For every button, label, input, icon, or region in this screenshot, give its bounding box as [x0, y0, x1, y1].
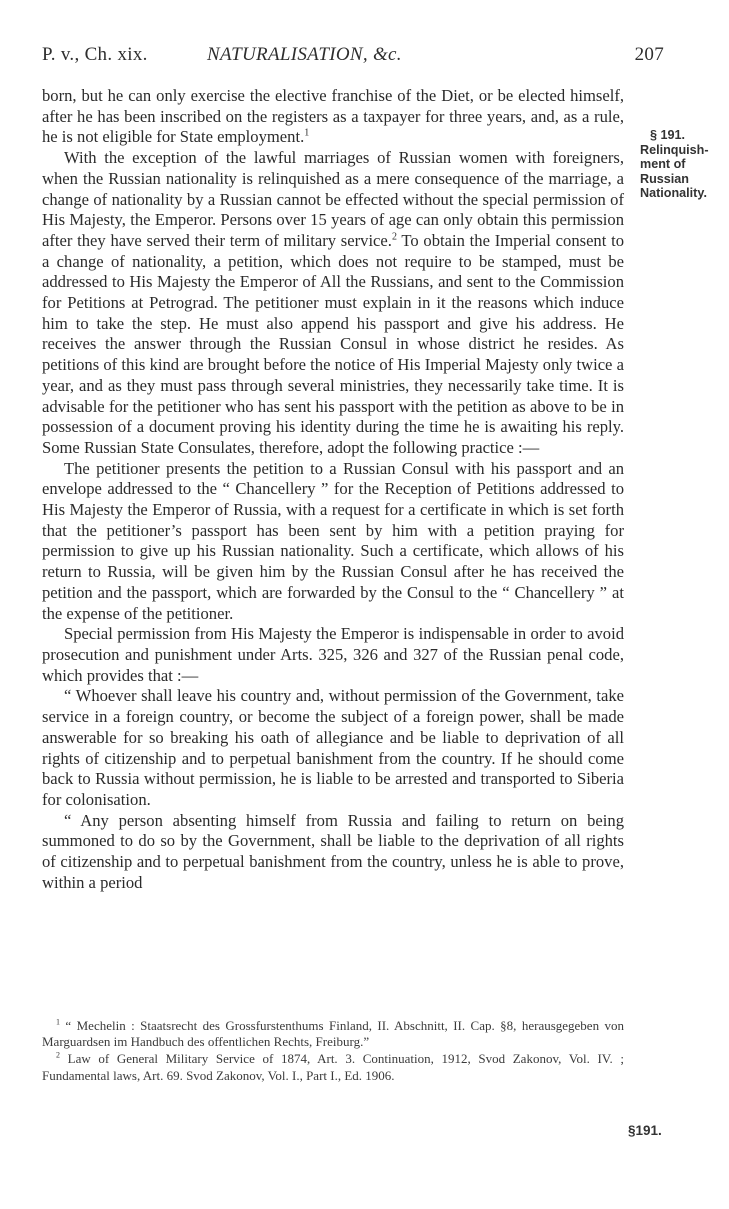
marginal-section-number: § 191.: [650, 128, 686, 142]
paragraph: “ Any person absenting himself from Russia and failing to return on being summoned to do so by the Government, shall be liable to the deprivation of all rights of citizenship and to perpetual banishment from the country, unless he is able to prove, within a period: [42, 810, 624, 892]
footnote-text: “ Mechelin : Staatsrecht des Grossfurstenthums Finland, II. Abschnitt, II. Cap. §8, herausgegeben von Marguardsen im Handbuch des offentlichen Rechts, Freiburg.”: [42, 1018, 625, 1050]
paragraph-text: With the exception of the lawful marriages of Russian women with foreigners, when the Russian nationality is relinquished as a mere consequence of the marriage, a change of nationality by a Russian cannot be effected without the special permission of His Majesty, the Emperor. Persons over 15 years of age can only obtain this permission after they have served their term of military service.: [42, 148, 624, 250]
paragraph: [42, 148, 624, 459]
footnote-ref: 2: [391, 231, 397, 243]
footnote-mark: 2: [56, 1051, 60, 1061]
running-head-title: NATURALISATION, &c.: [207, 44, 402, 65]
main-text: [42, 86, 624, 893]
footnote-ref: 1: [304, 127, 310, 139]
marginal-note-line: Nationality.: [640, 186, 707, 201]
paragraph-text: To obtain the Imperial consent to a change of nationality, a petition, which does not require to be stamped, must be addressed to His Majesty the Emperor of All the Russians, and sent to the Commission for Petitions at Petrograd. The petitioner must explain in it the reasons which induce him to take the step. He must also append his passport and give his address. He receives the answer through the Russian Consul in whose district he resides. As petitions of this kind are brought before the notice of His Imperial Majesty only twice a year, and as they must pass through several ministries, they necessarily take time. It is advisable for the petitioner who has sent his passport with the petition as above to be in possession of a document proving his identity during the time he is awaiting his reply. Some Russian State Consulates, therefore, adopt the following practice :—: [42, 230, 625, 457]
paragraph: [42, 86, 624, 148]
marginal-note-line: Russian: [640, 171, 689, 186]
paragraph: Special permission from His Majesty the Emperor is indispensable in order to avoid prosecution and punishment under Arts. 325, 326 and 327 of the Russian penal code, which provides that :—: [42, 624, 624, 685]
running-head-part-chapter: P. v., Ch. xix.: [42, 44, 148, 65]
marginal-note: [640, 128, 728, 201]
footnotes: [42, 1018, 624, 1085]
paragraph-text: born, but he can only exercise the elective franchise of the Diet, or be elected himself, after he has been inscribed on the registers as a taxpayer for three years, and, as a rule, he is not eligible for State employment.: [42, 86, 624, 147]
footnote: [42, 1051, 624, 1083]
running-head: [42, 44, 664, 70]
footnote-mark: 1: [56, 1017, 60, 1027]
marginal-note-line: Relinquish-: [640, 142, 709, 157]
marginal-note-line: ment of: [640, 157, 686, 172]
paragraph: “ Whoever shall leave his country and, without permission of the Government, take service in a foreign country, or become the subject of a foreign power, shall be made answerable for so breaking his oath of allegiance and be liable to deprivation of all rights of citizenship and to perpetual banishment from the country. If he should come back to Russia without permission, he is liable to be arrested and transported to Siberia for colonisation.: [42, 686, 624, 809]
footnote: [42, 1018, 624, 1050]
footnote-text: Law of General Military Service of 1874, Art. 3. Continuation, 1912, Svod Zakonov, Vol. IV. ; Fundamental laws, Art. 69. Svod Zakonov, Vol. I., Part I., Ed. 1906.: [42, 1051, 624, 1083]
page-number: 207: [634, 44, 664, 65]
catchword: §191.: [628, 1123, 662, 1138]
paragraph: The petitioner presents the petition to a Russian Consul with his passport and an envelope addressed to the “ Chancellery ” for the Reception of Petitions addressed to His Majesty the Emperor of Russia, with a request for a certificate in which is set forth that the petitioner’s passport has been sent by him with a petition praying for permission to give up his Russian nationality. Such a certificate, which allows of his return to Russia, will be given him by the Russian Consul after he has received the petition and the passport, which are forwarded by the Consul to the “ Chancellery ” at the expense of the petitioner.: [42, 458, 624, 623]
